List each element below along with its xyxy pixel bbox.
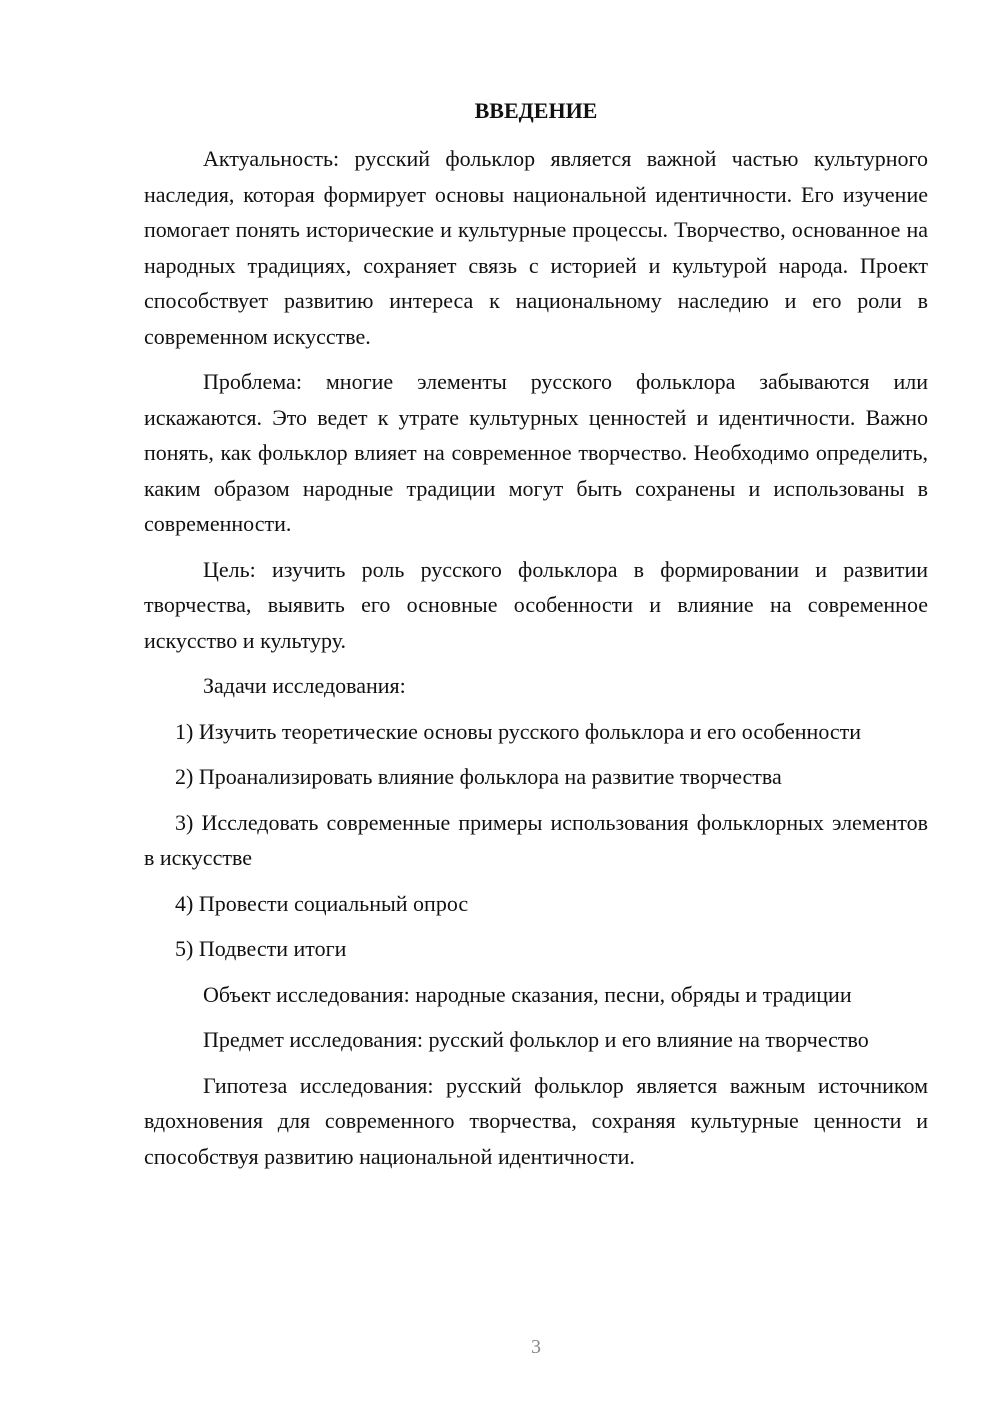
page-number: 3: [531, 1336, 541, 1358]
tasks-heading: Задачи исследования:: [203, 673, 406, 698]
task-item-5: 5) Подвести итоги: [175, 936, 347, 961]
task-item-1: 1) Изучить теоретические основы русского фольклора и его особенности: [175, 718, 862, 744]
task-item-4: 4) Провести социальный опрос: [175, 890, 469, 916]
goal-paragraph: Цель: изучить роль русского фольклора в формировании и развитии творчества, выявить его основные особенности и влияние на современное искусство и культуру.: [144, 556, 928, 653]
object-paragraph: Объект исследования: народные сказания, песни, обряды и традиции: [203, 981, 852, 1007]
relevance-paragraph: Актуальность: русский фольклор является важной частью культурного наследия, которая формирует основы национальной идентичности. Его изучение помогает понять исторические и культурные процессы. Творчество, основанное на народных традициях, сохраняет связь с историей и культурой народа. Проект способствует развитию интереса к национальному наследию и его роли в современном искусстве.: [144, 146, 928, 349]
task-item-3: 3) Исследовать современные примеры использования фольклорных элементов в искусстве: [144, 809, 928, 870]
document-body: [144, 93, 928, 1174]
hypothesis-paragraph: Гипотеза исследования: русский фольклор является важным источником вдохновения для современного творчества, сохраняя культурные ценности и способствуя развитию национальной идентичности.: [144, 1072, 928, 1169]
page-title: ВВЕДЕНИЕ: [474, 98, 598, 123]
task-item-2: 2) Проанализировать влияние фольклора на развитие творчества: [175, 764, 782, 789]
subject-paragraph: Предмет исследования: русский фольклор и его влияние на творчество: [203, 1027, 869, 1052]
problem-paragraph: Проблема: многие элементы русского фольклора забываются или искажаются. Это ведет к утрате культурных ценностей и идентичности. Важно понять, как фольклор влияет на современное творчество. Необходимо определить, каким образом народные традиции могут быть сохранены и использованы в современности.: [144, 369, 928, 536]
